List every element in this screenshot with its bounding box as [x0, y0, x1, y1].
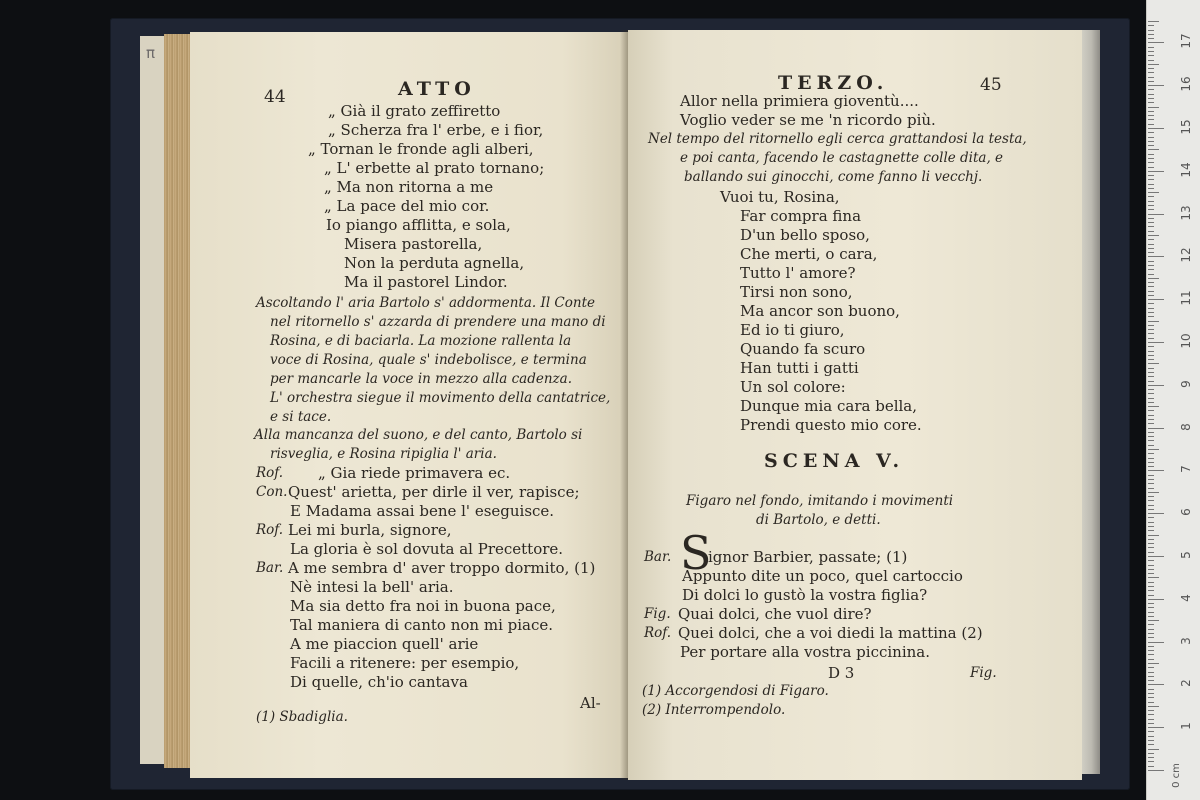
running-head: TERZO.: [778, 72, 889, 94]
ruler-tick: [1148, 423, 1154, 424]
ruler-tick: [1148, 94, 1154, 95]
ruler-number: 14: [1179, 162, 1193, 178]
verse-line: Misera pastorella,: [344, 235, 483, 253]
dialogue-line: Quest' arietta, per dirle il ver, rapisce;: [288, 483, 580, 501]
ruler-tick: [1148, 55, 1154, 56]
ruler-tick: [1148, 329, 1154, 330]
ruler-tick: [1148, 188, 1154, 189]
ruler-tick: [1148, 192, 1159, 193]
ruler-tick: [1148, 102, 1154, 103]
ruler-tick: [1148, 475, 1154, 476]
footnote: (2) Interrompendolo.: [642, 702, 786, 718]
stage-direction-line: e poi canta, facendo le castagnette colle dita, e: [680, 150, 1004, 166]
ruler-tick: [1148, 218, 1154, 219]
ruler-tick: [1148, 693, 1154, 694]
verse-line: Vuoi tu, Rosina,: [720, 188, 840, 206]
speaker-label: Rof.: [256, 465, 284, 481]
ruler-tick: [1148, 381, 1154, 382]
ruler-number: 11: [1179, 290, 1193, 306]
stage-direction-line: Rosina, e di baciarla. La mozione rallenta la: [270, 333, 572, 349]
ruler-tick: [1148, 676, 1154, 677]
ruler-tick: [1148, 582, 1154, 583]
ruler-tick: [1148, 595, 1154, 596]
ruler-number: 9: [1179, 379, 1193, 388]
ruler-tick: [1148, 355, 1154, 356]
ruler-tick: [1148, 599, 1164, 600]
ruler-tick: [1148, 239, 1154, 240]
ruler-tick: [1148, 539, 1154, 540]
scene-direction-line: di Bartolo, e detti.: [756, 512, 881, 528]
ruler-tick: [1148, 663, 1159, 664]
ruler-tick: [1148, 226, 1154, 227]
ruler-tick: [1148, 462, 1154, 463]
ruler-tick: [1148, 363, 1159, 364]
ruler-tick: [1148, 303, 1154, 304]
ruler-tick: [1148, 556, 1164, 557]
stage-direction-line: L' orchestra siegue il movimento della cantatrice,: [270, 390, 611, 406]
dialogue-line: „ Gia riede primavera ec.: [318, 464, 511, 482]
ruler-tick: [1148, 154, 1154, 155]
ruler-tick: [1148, 141, 1154, 142]
ruler-tick: [1148, 624, 1154, 625]
ruler-tick: [1148, 590, 1154, 591]
ruler-number: 6: [1179, 508, 1193, 517]
ruler-tick: [1148, 111, 1154, 112]
ruler-tick: [1148, 744, 1154, 745]
stage-direction-line: per mancarle la voce in mezzo alla cadenza.: [270, 371, 572, 387]
ruler-tick: [1148, 466, 1154, 467]
ruler-tick: [1148, 376, 1154, 377]
ruler-tick: [1148, 115, 1154, 116]
ruler-tick: [1148, 552, 1154, 553]
ruler-tick: [1148, 167, 1154, 168]
ruler-number: 10: [1179, 333, 1193, 349]
ruler-tick: [1148, 368, 1154, 369]
verse-line: Han tutti i gatti: [740, 359, 859, 377]
flyleaf-pencil-mark: π: [146, 44, 156, 62]
ruler-tick: [1148, 25, 1154, 26]
dialogue-line: Facili a ritenere: per esempio,: [290, 654, 520, 672]
ruler-tick: [1148, 252, 1154, 253]
catchword: Al-: [580, 694, 601, 712]
dialogue-line: Nè intesi la bell' aria.: [290, 578, 454, 596]
ruler-tick: [1148, 770, 1164, 771]
ruler-tick: [1148, 749, 1159, 750]
ruler-tick: [1148, 642, 1164, 643]
ruler-tick: [1148, 338, 1154, 339]
ruler-tick: [1148, 646, 1154, 647]
ruler-tick: [1148, 488, 1154, 489]
ruler-tick: [1148, 406, 1159, 407]
verse-line: Io piango afflitta, e sola,: [326, 216, 511, 234]
ruler-tick: [1148, 34, 1154, 35]
ruler-tick: [1148, 60, 1154, 61]
ruler-tick: [1148, 761, 1154, 762]
ruler-tick: [1148, 432, 1154, 433]
footnote: (1) Sbadiglia.: [256, 709, 348, 725]
verse-line: Prendi questo mio core.: [740, 416, 922, 434]
ruler-tick: [1148, 30, 1154, 31]
ruler-number: 4: [1179, 593, 1193, 602]
ruler-number: 2: [1179, 679, 1193, 688]
verse-line: „ Scherza fra l' erbe, e i fior,: [328, 121, 544, 139]
ruler-tick: [1148, 440, 1154, 441]
dialogue-line: Di quelle, ch'io cantava: [290, 673, 468, 691]
ruler-tick: [1148, 723, 1154, 724]
left-page: [190, 32, 628, 778]
ruler-number: 8: [1179, 422, 1193, 431]
ruler-tick: [1148, 569, 1154, 570]
dialogue-line: E Madama assai bene l' eseguisce.: [290, 502, 555, 520]
ruler-tick: [1148, 573, 1154, 574]
ruler-tick: [1148, 684, 1164, 685]
ruler-tick: [1148, 513, 1164, 514]
ruler-tick: [1148, 650, 1154, 651]
speaker-label: Bar.: [256, 560, 284, 576]
ruler-tick: [1148, 479, 1154, 480]
speaker-label: Bar.: [644, 549, 672, 565]
ruler-tick: [1148, 654, 1154, 655]
verse-line: „ Tornan le fronde agli alberi,: [308, 140, 534, 158]
ruler-tick: [1148, 342, 1164, 343]
dialogue-line: Quei dolci, che a voi diedi la mattina (2): [678, 624, 983, 642]
dialogue-line: La gloria è sol dovuta al Precettore.: [290, 540, 564, 558]
verse-line: „ L' erbette al prato tornano;: [324, 159, 545, 177]
ruler-tick: [1148, 107, 1159, 108]
ruler-tick: [1148, 269, 1154, 270]
ruler-tick: [1148, 547, 1154, 548]
ruler-tick: [1148, 509, 1154, 510]
ruler-tick: [1148, 719, 1154, 720]
ruler-tick: [1148, 248, 1154, 249]
stage-direction-line: ballando sui ginocchi, come fanno li vecchj.: [684, 169, 983, 185]
ruler-tick: [1148, 736, 1154, 737]
initial-capital: S: [680, 526, 712, 580]
ruler-tick: [1148, 291, 1154, 292]
ruler-tick: [1148, 235, 1159, 236]
ruler-tick: [1148, 753, 1154, 754]
right-page: [628, 30, 1082, 780]
ruler-tick: [1148, 659, 1154, 660]
ruler-tick: [1148, 201, 1154, 202]
ruler-tick: [1148, 560, 1154, 561]
ruler-tick: [1148, 128, 1164, 129]
ruler-tick: [1148, 672, 1154, 673]
verse-line: Ma il pastorel Lindor.: [344, 273, 508, 291]
ruler-tick: [1148, 496, 1154, 497]
dialogue-line: A me sembra d' aver troppo dormito, (1): [288, 559, 596, 577]
ruler-tick: [1148, 535, 1159, 536]
ruler-tick: [1148, 68, 1154, 69]
stage-direction-line: Alla mancanza del suono, e del canto, Bartolo si: [254, 427, 583, 443]
ruler-tick: [1148, 727, 1164, 728]
ruler-tick: [1148, 162, 1154, 163]
stage-direction-line: Nel tempo del ritornello egli cerca grattandosi la testa,: [648, 131, 1027, 147]
ruler-tick: [1148, 98, 1154, 99]
ruler-tick: [1148, 51, 1154, 52]
ruler-tick: [1148, 402, 1154, 403]
ruler-tick: [1148, 171, 1164, 172]
ruler-tick: [1148, 637, 1154, 638]
ruler-number: 3: [1179, 636, 1193, 645]
dialogue-line: ignor Barbier, passate; (1): [708, 548, 908, 566]
dialogue-line: Tal maniera di canto non mi piace.: [290, 616, 554, 634]
ruler-tick: [1148, 393, 1154, 394]
scene-title: SCENA V.: [764, 450, 905, 472]
ruler-tick: [1148, 428, 1164, 429]
ruler-tick: [1148, 175, 1154, 176]
ruler-tick: [1148, 124, 1154, 125]
ruler-tick: [1148, 667, 1154, 668]
stage-direction-line: e si tace.: [270, 409, 332, 425]
ruler-tick: [1148, 38, 1154, 39]
verse-line: Ed io ti giuro,: [740, 321, 845, 339]
ruler-tick: [1148, 196, 1154, 197]
ruler-tick: [1148, 158, 1154, 159]
ruler-tick: [1148, 714, 1154, 715]
signature-mark: D 3: [828, 664, 855, 682]
ruler-tick: [1148, 586, 1154, 587]
verse-line: Dunque mia cara bella,: [740, 397, 917, 415]
ruler-tick: [1148, 577, 1159, 578]
ruler-tick: [1148, 261, 1154, 262]
ruler-tick: [1148, 445, 1154, 446]
ruler-tick: [1148, 603, 1154, 604]
ruler-tick: [1148, 543, 1154, 544]
verse-line: Allor nella primiera gioventù....: [680, 92, 919, 110]
ruler-tick: [1148, 308, 1154, 309]
verse-line: Non la perduta agnella,: [344, 254, 525, 272]
ruler-tick: [1148, 47, 1154, 48]
ruler-tick: [1148, 179, 1154, 180]
catchword: Fig.: [970, 665, 997, 681]
dialogue-line: Per portare alla vostra piccinina.: [680, 643, 931, 661]
ruler-tick: [1148, 346, 1154, 347]
ruler-tick: [1148, 209, 1154, 210]
verse-line: Che merti, o cara,: [740, 245, 878, 263]
ruler-number: 12: [1179, 247, 1193, 264]
ruler-tick: [1148, 702, 1154, 703]
ruler-tick: [1148, 389, 1154, 390]
ruler-tick: [1148, 517, 1154, 518]
ruler-tick: [1148, 214, 1164, 215]
ruler-tick: [1148, 231, 1154, 232]
page-number: 44: [264, 87, 286, 107]
ruler-tick: [1148, 222, 1154, 223]
verse-line: Far compra fina: [740, 207, 862, 225]
ruler-tick: [1148, 132, 1154, 133]
ruler-tick: [1148, 526, 1154, 527]
ruler-tick: [1148, 633, 1154, 634]
ruler-tick: [1148, 21, 1159, 22]
ruler-tick: [1148, 689, 1154, 690]
ruler-tick: [1148, 286, 1154, 287]
ruler-tick: [1148, 757, 1154, 758]
ruler-tick: [1148, 72, 1154, 73]
speaker-label: Rof.: [256, 522, 284, 538]
stage-direction-line: risveglia, e Rosina ripiglia l' aria.: [270, 446, 497, 462]
ruler-tick: [1148, 184, 1154, 185]
ruler-number: 1: [1179, 722, 1193, 731]
ruler-number: 13: [1179, 204, 1193, 221]
ruler-tick: [1148, 710, 1154, 711]
verse-line: Tutto l' amore?: [740, 264, 856, 282]
ruler-tick: [1148, 483, 1154, 484]
stage-direction-line: voce di Rosina, quale s' indebolisce, e termina: [270, 352, 587, 368]
scene-direction-line: Figaro nel fondo, imitando i movimenti: [686, 493, 954, 509]
dialogue-line: Appunto dite un poco, quel cartoccio: [682, 567, 963, 585]
dialogue-line: Di dolci lo gustò la vostra figlia?: [682, 586, 928, 604]
verse-line: „ La pace del mio cor.: [324, 197, 490, 215]
ruler-number: 15: [1179, 119, 1193, 135]
ruler-tick: [1148, 731, 1154, 732]
ruler-tick: [1148, 706, 1159, 707]
ruler-tick: [1148, 42, 1164, 43]
ruler-tick: [1148, 385, 1164, 386]
speaker-label: Rof.: [644, 625, 672, 641]
stage-direction-line: nel ritornello s' azzarda di prendere una mano di: [270, 314, 606, 330]
ruler-tick: [1148, 265, 1154, 266]
verse-line: „ Ma non ritorna a me: [324, 178, 494, 196]
ruler-tick: [1148, 458, 1154, 459]
ruler-tick: [1148, 316, 1154, 317]
ruler-tick: [1148, 522, 1154, 523]
running-head: ATTO: [398, 78, 476, 100]
ruler-tick: [1148, 470, 1164, 471]
ruler-tick: [1148, 274, 1154, 275]
ruler-tick: [1148, 436, 1154, 437]
ruler-tick: [1148, 680, 1154, 681]
ruler-tick: [1148, 398, 1154, 399]
ruler-tick: [1148, 64, 1159, 65]
footnote: (1) Accorgendosi di Figaro.: [642, 683, 829, 699]
ruler-number: 17: [1179, 33, 1193, 50]
ruler-tick: [1148, 299, 1164, 300]
ruler-tick: [1148, 500, 1154, 501]
ruler-tick: [1148, 321, 1159, 322]
ruler-tick: [1148, 415, 1154, 416]
verse-line: Un sol colore:: [740, 378, 846, 396]
ruler-tick: [1148, 612, 1154, 613]
ruler-tick: [1148, 333, 1154, 334]
ruler-tick: [1148, 205, 1154, 206]
ruler-tick: [1148, 282, 1154, 283]
ruler-tick: [1148, 616, 1154, 617]
ruler-tick: [1148, 244, 1154, 245]
ruler-tick: [1148, 492, 1159, 493]
ruler-tick: [1148, 295, 1154, 296]
ruler-tick: [1148, 449, 1159, 450]
ruler-tick: [1148, 351, 1154, 352]
verse-line: Quando fa scuro: [740, 340, 866, 358]
ruler-tick: [1148, 620, 1159, 621]
ruler-number: 5: [1179, 551, 1193, 559]
ruler-tick: [1148, 359, 1154, 360]
ruler-tick: [1148, 607, 1154, 608]
dialogue-line: Ma sia detto fra noi in buona pace,: [290, 597, 556, 615]
ruler-tick: [1148, 419, 1154, 420]
ruler-tick: [1148, 372, 1154, 373]
ruler-tick: [1148, 77, 1154, 78]
ruler-tick: [1148, 145, 1154, 146]
verse-line: „ Già il grato zeffiretto: [328, 102, 501, 120]
ruler-tick: [1148, 137, 1154, 138]
ruler-number: 16: [1179, 76, 1193, 92]
ruler-tick: [1148, 565, 1154, 566]
ruler-tick: [1148, 149, 1159, 150]
dialogue-line: Quai dolci, che vuol dire?: [678, 605, 872, 623]
ruler-tick: [1148, 629, 1154, 630]
dialogue-line: Lei mi burla, signore,: [288, 521, 452, 539]
dialogue-line: A me piaccion quell' arie: [290, 635, 479, 653]
ruler-number: 7: [1179, 465, 1193, 474]
speaker-label: Con.: [256, 484, 288, 500]
verse-line: Voglio veder se me 'n ricordo più.: [680, 111, 936, 129]
page-edges-left: [164, 34, 192, 768]
ruler-unit-label: 0 cm: [1170, 763, 1182, 788]
ruler-tick: [1148, 325, 1154, 326]
ruler-tick: [1148, 697, 1154, 698]
ruler-tick: [1148, 410, 1154, 411]
verse-line: Tirsi non sono,: [740, 283, 853, 301]
page-number: 45: [980, 75, 1002, 95]
ruler-tick: [1148, 766, 1154, 767]
speaker-label: Fig.: [644, 606, 671, 622]
ruler-tick: [1148, 85, 1164, 86]
ruler-tick: [1148, 505, 1154, 506]
stage-direction-line: Ascoltando l' aria Bartolo s' addormenta. Il Conte: [256, 295, 595, 311]
verse-line: D'un bello sposo,: [740, 226, 870, 244]
ruler-tick: [1148, 530, 1154, 531]
ruler-tick: [1148, 81, 1154, 82]
ruler-tick: [1148, 453, 1154, 454]
ruler-tick: [1148, 278, 1159, 279]
ruler-tick: [1148, 119, 1154, 120]
ruler-tick: [1148, 89, 1154, 90]
ruler-tick: [1148, 740, 1154, 741]
ruler-tick: [1148, 312, 1154, 313]
verse-line: Ma ancor son buono,: [740, 302, 900, 320]
ruler-tick: [1148, 256, 1164, 257]
